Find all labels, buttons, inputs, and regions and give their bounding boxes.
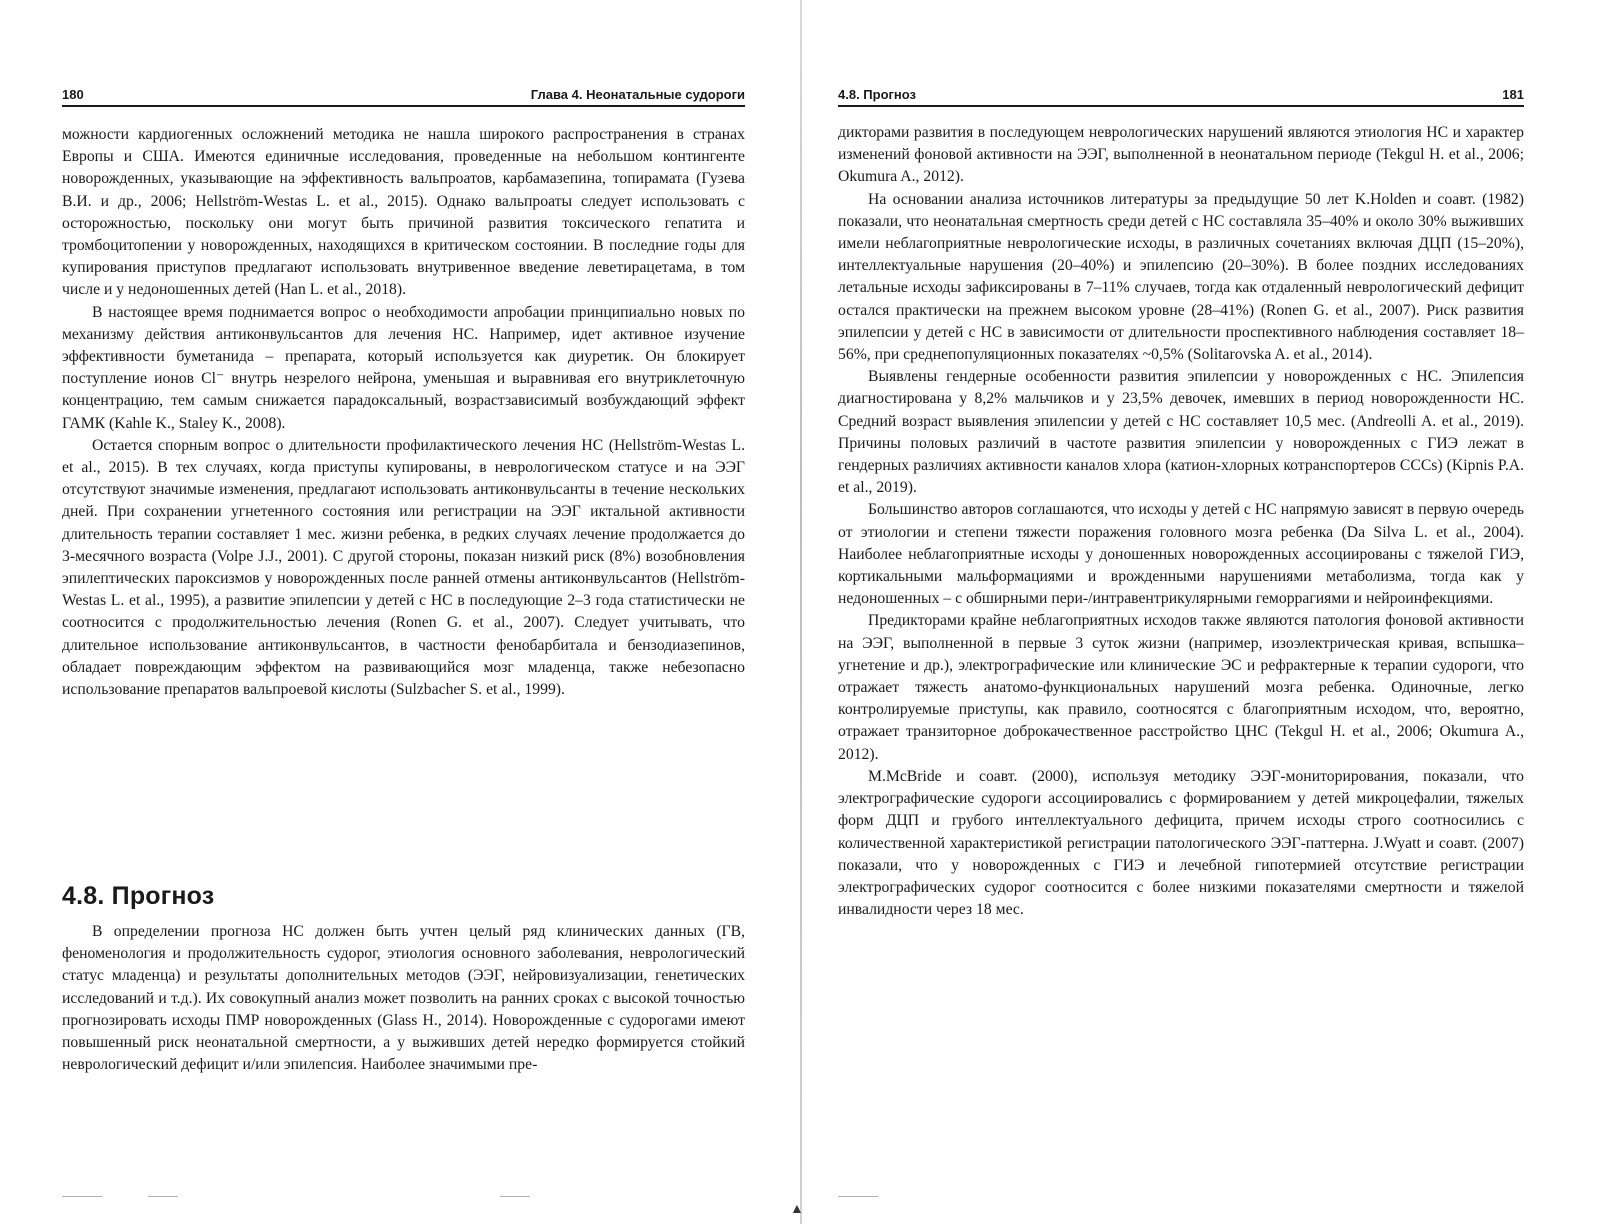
book-spine [800,0,802,1224]
section-heading: 4.8. Прогноз [62,882,215,910]
right-paragraph-1: дикторами развития в последующем неврологических нарушений являются этиология НС и характер изменений фоновой активности на ЭЭГ, выполненной в неонатальном периоде (Tekgul H. et al., 2006; Okumura A., 2012). [838,124,1524,186]
left-running-head [62,76,745,107]
left-paragraph-4: В определении прогноза НС должен быть учтен целый ряд клинических данных (ГВ, феноменология и продолжительность судорог, этиология основного заболевания, неврологический статус младенца) и результаты дополнительных методов (ЭЭГ, нейровизуализации, генетических исследований и т.д.). Их совокупный анализ может позволить на ранних сроках с высокой точностью прогнозировать исходы ПМР новорожденных (Glass H., 2014). Новорожденные с судорогами имеют повышенный риск неонатальной смертности, а у выживших детей нередко формируется стойкий неврологический дефицит и/или эпилепсия. Наиболее значимыми пре- [62,923,745,1074]
left-paragraph-2: В настоящее время поднимается вопрос о необходимости апробации принципиально новых по механизму действия антиконвульсантов для лечения НС. Например, идет активное изучение эффективности буметанида – препарата, который используется как диуретик. Он блокирует поступление ионов Cl⁻ внутрь незрелого нейрона, уменьшая и выравнивая его внутриклеточную концентрацию, тем самым снижается парадоксальный, возрастзависимый возбуждающий эффект ГАМК (Kahle K., Staley K., 2008). [62,303,745,432]
right-paragraph-6: M.McBride и соавт. (2000), используя методику ЭЭГ-мониторирования, показали, что электрографические судороги ассоциировались с формированием у детей микроцефалии, тяжелых форм ДЦП и грубого интеллектуального дефицита, причем исходы строго соотносились с количественной характеристикой регистрации патологического ЭЭГ-паттерна. J.Wyatt и соавт. (2007) показали, что у новорожденных с ГИЭ и лечебной гипотермией отсутствие регистрации электрографических судорог соотносится с более низкими показателями смертности и тяжелой инвалидности через 18 мес. [838,767,1524,919]
left-footer-rule-3 [500,1196,530,1197]
left-body-upper [62,124,745,701]
right-body [838,122,1524,921]
spine-marker-icon: ▲ [790,1202,804,1217]
right-footer-rule-1 [838,1196,878,1197]
right-paragraph-5: Предикторами крайне неблагоприятных исходов также являются патология фоновой активности на ЭЭГ, выполненной в первые 3 суток жизни (например, изоэлектрическая кривая, вспышка–угнетение и др.), электрографические или клинические ЭС и рефрактерные к терапии судороги, что отражает тяжесть анатомо-функциональных нарушений мозга ребенка. Одиночные, легко контролируемые приступы, как правило, соотносятся с благоприятным исходом, что, вероятно, отражает транзиторное доброкачественное расстройство ЦНС (Tekgul H. et al., 2006; Okumura A., 2012). [838,612,1524,763]
right-running-title: 4.8. Прогноз [838,87,917,102]
left-body-lower [62,921,745,1076]
left-footer-rule-2 [148,1196,178,1197]
right-page-number: 181 [1502,87,1524,102]
left-page [0,0,793,1224]
left-footer-rule-1 [62,1196,102,1197]
left-paragraph-1: можности кардиогенных осложнений методика не нашла широкого распространения в странах Европы и США. Имеются единичные исследования, проведенные на небольшом контингенте новорожденных, указывающие на эффективность вальпроатов, карбамазепина, топирамата (Гузева В.И. и др., 2006; Hellström-Westas L. et al., 2015). Однако вальпроаты следует использовать с осторожностью, поскольку они могут быть причиной развития токсического гепатита и тромбоцитопении у новорожденных, находящихся в критическом состоянии. В последние годы для купирования приступов предлагают использовать внутривенное введение леветирацетама, в том числе и у недоношенных детей (Han L. et al., 2018). [62,126,745,299]
left-paragraph-3: Остается спорным вопрос о длительности профилактического лечения НС (Hellström-Westas L. et al., 2015). В тех случаях, когда приступы купированы, в неврологическом статусе и на ЭЭГ отсутствуют значимые изменения, предлагают использовать антиконвульсанты в течение нескольких дней. При сохранении угнетенного состояния или регистрации на ЭЭГ иктальной активности длительность терапии составляет 1 мес. жизни ребенка, в редких случаях лечение продолжается до 3-месячного возраста (Volpe J.J., 2001). С другой стороны, показан низкий риск (8%) возобновления эпилептических пароксизмов у новорожденных после ранней отмены антиконвульсантов (Hellström-Westas L. et al., 1995), а развитие эпилепсии у детей с НС в последующие 2–3 года статистически не соотносится с продолжительностью лечения (Ronen G. et al., 2007). Следует учитывать, что длительное использование антиконвульсантов, в частности фенобарбитала и бензодиазепинов, обладает повреждающим эффектом на развивающийся мозг младенца, также небезопасно использование препаратов вальпроевой кислоты (Sulzbacher S. et al., 1999). [62,436,745,699]
right-page [808,0,1601,1224]
right-paragraph-4: Большинство авторов соглашаются, что исходы у детей с НС напрямую зависят в первую очередь от этиологии и степени тяжести поражения головного мозга ребенка (Da Silva L. et al., 2004). Наиболее неблагоприятные исходы у доношенных новорожденных ассоциированы с тяжелой ГИЭ, кортикальными мальформациями и врожденными нарушениями метаболизма, тогда как у недоношенных – с обширными пери-/интравентрикулярными геморрагиями и нейроинфекциями. [838,501,1524,608]
right-paragraph-2: На основании анализа источников литературы за предыдущие 50 лет K.Holden и соавт. (1982) показали, что неонатальная смертность среди детей с НС составляла 35–40% и около 30% выживших имели неблагоприятные неврологические исходы, в различных сочетаниях включая ДЦП (15–20%), интеллектуальные нарушения (20–40%) и эпилепсию (20–30%). В более поздних исследованиях летальные исходы зафиксированы в 7–11% случаев, тогда как отдаленный неврологический дефицит остался практически на прежнем высоком уровне (28–41%) (Ronen G. et al., 2007). Риск развития эпилепсии у детей с НС в зависимости от длительности проспективного наблюдения составляет 18–56%, при среднепопуляционных показателях ~0,5% (Solitarovska A. et al., 2014). [838,190,1524,364]
left-page-number: 180 [62,87,84,102]
right-paragraph-3: Выявлены гендерные особенности развития эпилепсии у новорожденных с НС. Эпилепсия диагностирована у 8,2% мальчиков и у 23,5% девочек, имевших в период новорожденности НС. Средний возраст выявления эпилепсии у детей с НС составляет 10,5 мес. (Andreolli A. et al., 2019). Причины половых различий в частоте развития эпилепсии у новорожденных с ГИЭ лежат в гендерных различиях активности каналов хлора (катион-хлорных котранспортеров CCCs) (Kipnis P.A. et al., 2019). [838,368,1524,497]
left-running-title: Глава 4. Неонатальные судороги [530,87,745,102]
right-running-head [838,76,1524,107]
